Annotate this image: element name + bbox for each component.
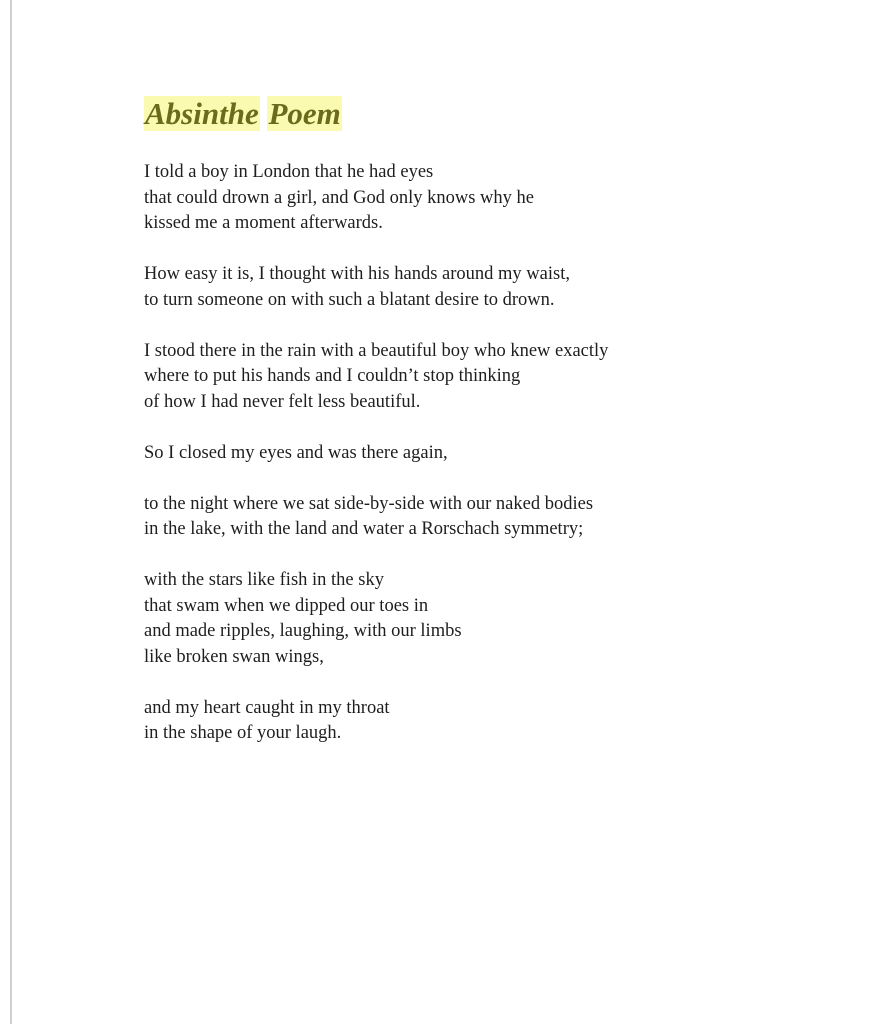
poem-stanza: [144, 492, 844, 543]
poem-line: and made ripples, laughing, with our limbs: [144, 621, 462, 641]
poem-line: I stood there in the rain with a beautiful boy who knew exactly: [144, 340, 609, 361]
poem-line: with the stars like fish in the sky: [144, 570, 384, 590]
poem-stanzas: [144, 160, 844, 747]
poem-line: How easy it is, I thought with his hands around my waist,: [144, 264, 570, 284]
poem-line: that swam when we dipped our toes in: [144, 595, 429, 616]
document-body: [144, 94, 844, 772]
poem-line: to turn someone on with such a blatant desire to drown.: [144, 289, 555, 310]
poem-stanza: [144, 568, 844, 670]
poem-line: like broken swan wings,: [144, 646, 324, 667]
page-edge-divider: [10, 0, 12, 1024]
poem-stanza: [144, 160, 844, 237]
poem-line: that could drown a girl, and God only knows why he: [144, 187, 534, 208]
title-word-highlighted: Poem: [268, 96, 341, 131]
poem-stanza: [144, 441, 844, 467]
poem-line: to the night where we sat side-by-side with our naked bodies: [144, 493, 594, 514]
title-word-highlighted: Absinthe: [145, 96, 259, 131]
poem-line: of how I had never felt less beautiful.: [144, 391, 421, 412]
poem-stanza: [144, 262, 844, 313]
poem-line: So I closed my eyes and was there again,: [144, 442, 448, 463]
poem-line: I told a boy in London that he had eyes: [144, 162, 434, 182]
poem-stanza: [144, 696, 844, 747]
poem-line: in the lake, with the land and water a Rorschach symmetry;: [144, 519, 584, 539]
poem-title: [144, 94, 844, 134]
poem-line: where to put his hands and I couldn’t stop thinking: [144, 366, 521, 386]
poem-line: kissed me a moment afterwards.: [144, 213, 383, 233]
poem-line: and my heart caught in my throat: [144, 697, 390, 718]
poem-stanza: [144, 339, 844, 416]
poem-line: in the shape of your laugh.: [144, 723, 342, 743]
